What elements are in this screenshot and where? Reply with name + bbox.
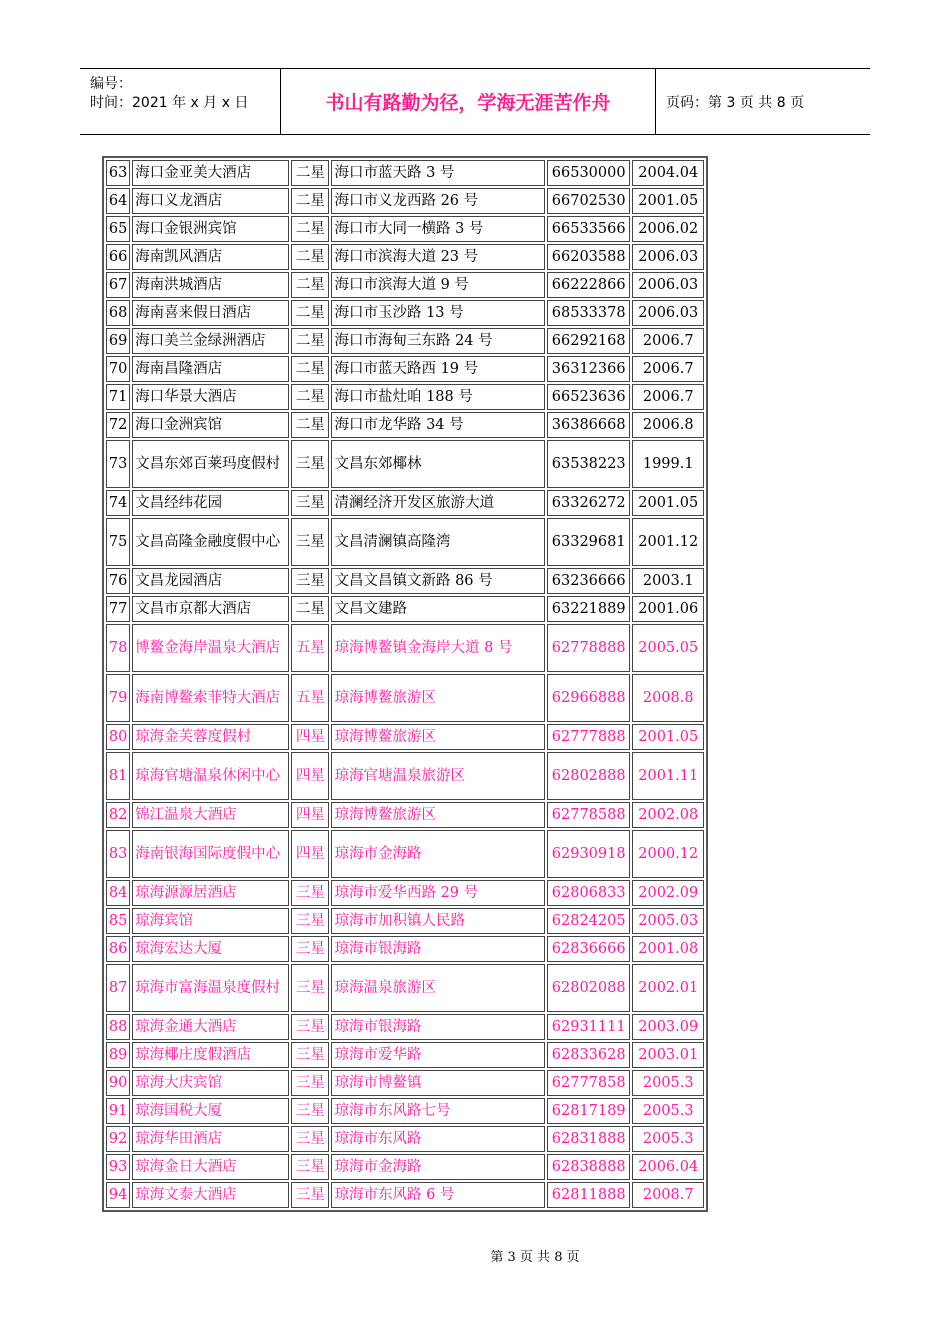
table-row: [106, 300, 704, 326]
star-rating: 三星: [291, 936, 329, 962]
hotel-address: 海口市滨海大道 23 号: [331, 244, 544, 270]
star-rating: 二星: [291, 356, 329, 382]
hotel-name: 琼海宏达大厦: [132, 936, 289, 962]
star-rating: 三星: [291, 964, 329, 1012]
hotel-phone: 62806833: [547, 880, 631, 906]
hotel-name: 海南喜来假日酒店: [132, 300, 289, 326]
doc-code-label: 编号：: [90, 76, 132, 92]
row-number: 91: [106, 1098, 130, 1124]
hotel-name: 文昌东郊百莱玛度假村: [132, 440, 289, 488]
hotel-phone: 62777858: [547, 1070, 631, 1096]
hotel-phone: 63221889: [547, 596, 631, 622]
hotel-name: 琼海市富海温泉度假村: [132, 964, 289, 1012]
table-row: [106, 1126, 704, 1152]
hotel-address: 海口市海甸三东路 24 号: [331, 328, 544, 354]
hotel-phone: 62778888: [547, 624, 631, 672]
table-row: [106, 936, 704, 962]
hotel-name: 博鳌金海岸温泉大酒店: [132, 624, 289, 672]
hotel-name: 海口金洲宾馆: [132, 412, 289, 438]
table-row: [106, 752, 704, 800]
hotel-phone: 66222866: [547, 272, 631, 298]
hotel-address: 海口市龙华路 34 号: [331, 412, 544, 438]
hotel-name: 海南银海国际度假中心: [132, 830, 289, 878]
hotel-name: 锦江温泉大酒店: [132, 802, 289, 828]
hotel-name: 琼海华田酒店: [132, 1126, 289, 1152]
header-motto: 书山有路勤为径，学海无涯苦作舟: [281, 69, 656, 134]
row-number: 81: [106, 752, 130, 800]
table-row: [106, 674, 704, 722]
row-number: 86: [106, 936, 130, 962]
hotel-table-body: [106, 160, 704, 1208]
hotel-address: 文昌文昌镇文新路 86 号: [331, 568, 544, 594]
hotel-name: 海南昌隆酒店: [132, 356, 289, 382]
row-number: 83: [106, 830, 130, 878]
hotel-name: 海南凯风酒店: [132, 244, 289, 270]
hotel-address: 琼海博鳌旅游区: [331, 802, 544, 828]
table-row: [106, 964, 704, 1012]
rating-date: 2001.05: [632, 490, 704, 516]
rating-date: 2003.01: [632, 1042, 704, 1068]
rating-date: 2006.8: [632, 412, 704, 438]
row-number: 69: [106, 328, 130, 354]
rating-date: 2005.3: [632, 1098, 704, 1124]
hotel-name: 海口华景大酒店: [132, 384, 289, 410]
hotel-address: 琼海市金海路: [331, 830, 544, 878]
rating-date: 2006.03: [632, 272, 704, 298]
page-footer: 第 3 页 共 8 页: [490, 1250, 580, 1265]
row-number: 65: [106, 216, 130, 242]
hotel-phone: 66533566: [547, 216, 631, 242]
rating-date: 2006.7: [632, 384, 704, 410]
row-number: 92: [106, 1126, 130, 1152]
rating-date: 2001.05: [632, 188, 704, 214]
hotel-address: 琼海市东风路: [331, 1126, 544, 1152]
hotel-phone: 66203588: [547, 244, 631, 270]
hotel-address: 海口市蓝天路西 19 号: [331, 356, 544, 382]
star-rating: 二星: [291, 384, 329, 410]
row-number: 79: [106, 674, 130, 722]
table-row: [106, 1154, 704, 1180]
star-rating: 四星: [291, 724, 329, 750]
star-rating: 三星: [291, 568, 329, 594]
table-row: [106, 216, 704, 242]
rating-date: 2000.12: [632, 830, 704, 878]
rating-date: 2004.04: [632, 160, 704, 186]
star-rating: 三星: [291, 1042, 329, 1068]
doc-date: 时间：2021 年 x 月 x 日: [90, 95, 249, 111]
star-rating: 二星: [291, 328, 329, 354]
star-rating: 二星: [291, 188, 329, 214]
star-rating: 三星: [291, 908, 329, 934]
hotel-address: 海口市滨海大道 9 号: [331, 272, 544, 298]
rating-date: 2001.06: [632, 596, 704, 622]
hotel-name: 琼海金日大酒店: [132, 1154, 289, 1180]
row-number: 87: [106, 964, 130, 1012]
hotel-name: 琼海金芙蓉度假村: [132, 724, 289, 750]
hotel-address: 海口市玉沙路 13 号: [331, 300, 544, 326]
hotel-address: 琼海市东风路七号: [331, 1098, 544, 1124]
hotel-name: 琼海国税大厦: [132, 1098, 289, 1124]
star-rating: 三星: [291, 1098, 329, 1124]
table-row: [106, 830, 704, 878]
row-number: 67: [106, 272, 130, 298]
row-number: 63: [106, 160, 130, 186]
table-row: [106, 724, 704, 750]
hotel-phone: 36386668: [547, 412, 631, 438]
hotel-name: 文昌市京都大酒店: [132, 596, 289, 622]
table-row: [106, 188, 704, 214]
row-number: 85: [106, 908, 130, 934]
hotel-phone: 63236666: [547, 568, 631, 594]
hotel-phone: 68533378: [547, 300, 631, 326]
hotel-phone: 62966888: [547, 674, 631, 722]
table-row: [106, 160, 704, 186]
star-rating: 二星: [291, 272, 329, 298]
hotel-address: 文昌东郊椰林: [331, 440, 544, 488]
table-row: [106, 490, 704, 516]
hotel-name: 海口金银洲宾馆: [132, 216, 289, 242]
row-number: 84: [106, 880, 130, 906]
rating-date: 2005.05: [632, 624, 704, 672]
hotel-address: 琼海温泉旅游区: [331, 964, 544, 1012]
hotel-address: 琼海市银海路: [331, 1014, 544, 1040]
star-rating: 二星: [291, 300, 329, 326]
row-number: 74: [106, 490, 130, 516]
hotel-phone: 62777888: [547, 724, 631, 750]
star-rating: 二星: [291, 596, 329, 622]
table-row: [106, 568, 704, 594]
table-row: [106, 440, 704, 488]
hotel-address: 琼海博鳌旅游区: [331, 724, 544, 750]
table-row: [106, 1098, 704, 1124]
table-row: [106, 1070, 704, 1096]
rating-date: 2001.12: [632, 518, 704, 566]
hotel-address: 琼海市银海路: [331, 936, 544, 962]
star-rating: 五星: [291, 624, 329, 672]
table-row: [106, 1182, 704, 1208]
hotel-address: 文昌清澜镇高隆湾: [331, 518, 544, 566]
star-rating: 二星: [291, 244, 329, 270]
hotel-name: 文昌高隆金融度假中心: [132, 518, 289, 566]
rating-date: 2006.03: [632, 300, 704, 326]
rating-date: 2001.11: [632, 752, 704, 800]
hotel-phone: 36312366: [547, 356, 631, 382]
row-number: 72: [106, 412, 130, 438]
row-number: 93: [106, 1154, 130, 1180]
hotel-address: 琼海博鳌旅游区: [331, 674, 544, 722]
row-number: 73: [106, 440, 130, 488]
hotel-table-frame: [102, 156, 708, 1212]
star-rating: 四星: [291, 752, 329, 800]
hotel-name: 琼海椰庄度假酒店: [132, 1042, 289, 1068]
rating-date: 2005.03: [632, 908, 704, 934]
table-row: [106, 384, 704, 410]
table-row: [106, 356, 704, 382]
hotel-address: 琼海博鳌镇金海岸大道 8 号: [331, 624, 544, 672]
rating-date: 1999.1: [632, 440, 704, 488]
hotel-address: 海口市蓝天路 3 号: [331, 160, 544, 186]
hotel-phone: 63326272: [547, 490, 631, 516]
hotel-phone: 62778588: [547, 802, 631, 828]
hotel-phone: 62931111: [547, 1014, 631, 1040]
hotel-name: 海口义龙酒店: [132, 188, 289, 214]
hotel-phone: 62802088: [547, 964, 631, 1012]
row-number: 77: [106, 596, 130, 622]
hotel-name: 文昌经纬花园: [132, 490, 289, 516]
hotel-name: 琼海宾馆: [132, 908, 289, 934]
star-rating: 三星: [291, 880, 329, 906]
hotel-address: 海口市大同一横路 3 号: [331, 216, 544, 242]
hotel-address: 琼海市金海路: [331, 1154, 544, 1180]
hotel-phone: 62838888: [547, 1154, 631, 1180]
table-row: [106, 908, 704, 934]
hotel-phone: 62831888: [547, 1126, 631, 1152]
rating-date: 2002.08: [632, 802, 704, 828]
row-number: 78: [106, 624, 130, 672]
table-row: [106, 624, 704, 672]
rating-date: 2003.09: [632, 1014, 704, 1040]
star-rating: 三星: [291, 1070, 329, 1096]
hotel-address: 琼海市爱华西路 29 号: [331, 880, 544, 906]
table-row: [106, 880, 704, 906]
star-rating: 四星: [291, 802, 329, 828]
row-number: 82: [106, 802, 130, 828]
page-header: [80, 68, 870, 135]
hotel-phone: 63329681: [547, 518, 631, 566]
table-row: [106, 1014, 704, 1040]
rating-date: 2002.01: [632, 964, 704, 1012]
star-rating: 二星: [291, 216, 329, 242]
star-rating: 三星: [291, 1154, 329, 1180]
hotel-address: 琼海市加积镇人民路: [331, 908, 544, 934]
rating-date: 2006.7: [632, 356, 704, 382]
hotel-phone: 66292168: [547, 328, 631, 354]
star-rating: 三星: [291, 1014, 329, 1040]
star-rating: 五星: [291, 674, 329, 722]
hotel-address: 清澜经济开发区旅游大道: [331, 490, 544, 516]
hotel-phone: 62930918: [547, 830, 631, 878]
hotel-name: 琼海大庆宾馆: [132, 1070, 289, 1096]
row-number: 68: [106, 300, 130, 326]
hotel-address: 文昌文建路: [331, 596, 544, 622]
star-rating: 三星: [291, 518, 329, 566]
hotel-phone: 66530000: [547, 160, 631, 186]
row-number: 76: [106, 568, 130, 594]
hotel-name: 琼海文泰大酒店: [132, 1182, 289, 1208]
hotel-phone: 62817189: [547, 1098, 631, 1124]
table-row: [106, 518, 704, 566]
rating-date: 2008.7: [632, 1182, 704, 1208]
rating-date: 2006.7: [632, 328, 704, 354]
row-number: 71: [106, 384, 130, 410]
star-rating: 三星: [291, 440, 329, 488]
hotel-table: [104, 158, 706, 1210]
star-rating: 三星: [291, 490, 329, 516]
row-number: 66: [106, 244, 130, 270]
hotel-phone: 62824205: [547, 908, 631, 934]
hotel-name: 海口金亚美大酒店: [132, 160, 289, 186]
hotel-address: 琼海市东风路 6 号: [331, 1182, 544, 1208]
hotel-name: 海南洪城酒店: [132, 272, 289, 298]
hotel-phone: 66523636: [547, 384, 631, 410]
row-number: 64: [106, 188, 130, 214]
hotel-phone: 62836666: [547, 936, 631, 962]
hotel-phone: 62802888: [547, 752, 631, 800]
rating-date: 2002.09: [632, 880, 704, 906]
hotel-phone: 66702530: [547, 188, 631, 214]
row-number: 94: [106, 1182, 130, 1208]
row-number: 89: [106, 1042, 130, 1068]
table-row: [106, 412, 704, 438]
rating-date: 2006.04: [632, 1154, 704, 1180]
row-number: 88: [106, 1014, 130, 1040]
hotel-name: 琼海官塘温泉休闲中心: [132, 752, 289, 800]
table-row: [106, 272, 704, 298]
rating-date: 2001.05: [632, 724, 704, 750]
hotel-address: 琼海市博鳌镇: [331, 1070, 544, 1096]
hotel-phone: 62833628: [547, 1042, 631, 1068]
rating-date: 2001.08: [632, 936, 704, 962]
rating-date: 2006.02: [632, 216, 704, 242]
hotel-name: 海口美兰金绿洲酒店: [132, 328, 289, 354]
row-number: 75: [106, 518, 130, 566]
row-number: 80: [106, 724, 130, 750]
star-rating: 二星: [291, 160, 329, 186]
hotel-phone: 63538223: [547, 440, 631, 488]
rating-date: 2003.1: [632, 568, 704, 594]
rating-date: 2008.8: [632, 674, 704, 722]
row-number: 90: [106, 1070, 130, 1096]
hotel-address: 海口市盐灶咱 188 号: [331, 384, 544, 410]
hotel-address: 琼海市爱华路: [331, 1042, 544, 1068]
hotel-phone: 62811888: [547, 1182, 631, 1208]
hotel-address: 琼海官塘温泉旅游区: [331, 752, 544, 800]
star-rating: 三星: [291, 1126, 329, 1152]
table-row: [106, 328, 704, 354]
hotel-name: 海南博鳌索菲特大酒店: [132, 674, 289, 722]
star-rating: 二星: [291, 412, 329, 438]
table-row: [106, 802, 704, 828]
hotel-name: 文昌龙园酒店: [132, 568, 289, 594]
header-meta: [80, 69, 281, 134]
rating-date: 2005.3: [632, 1126, 704, 1152]
table-row: [106, 244, 704, 270]
table-row: [106, 596, 704, 622]
star-rating: 四星: [291, 830, 329, 878]
hotel-address: 海口市义龙西路 26 号: [331, 188, 544, 214]
hotel-name: 琼海金通大酒店: [132, 1014, 289, 1040]
row-number: 70: [106, 356, 130, 382]
header-page-info: 页码：第 3 页 共 8 页: [666, 94, 805, 111]
rating-date: 2006.03: [632, 244, 704, 270]
rating-date: 2005.3: [632, 1070, 704, 1096]
table-row: [106, 1042, 704, 1068]
hotel-name: 琼海源源居酒店: [132, 880, 289, 906]
star-rating: 三星: [291, 1182, 329, 1208]
